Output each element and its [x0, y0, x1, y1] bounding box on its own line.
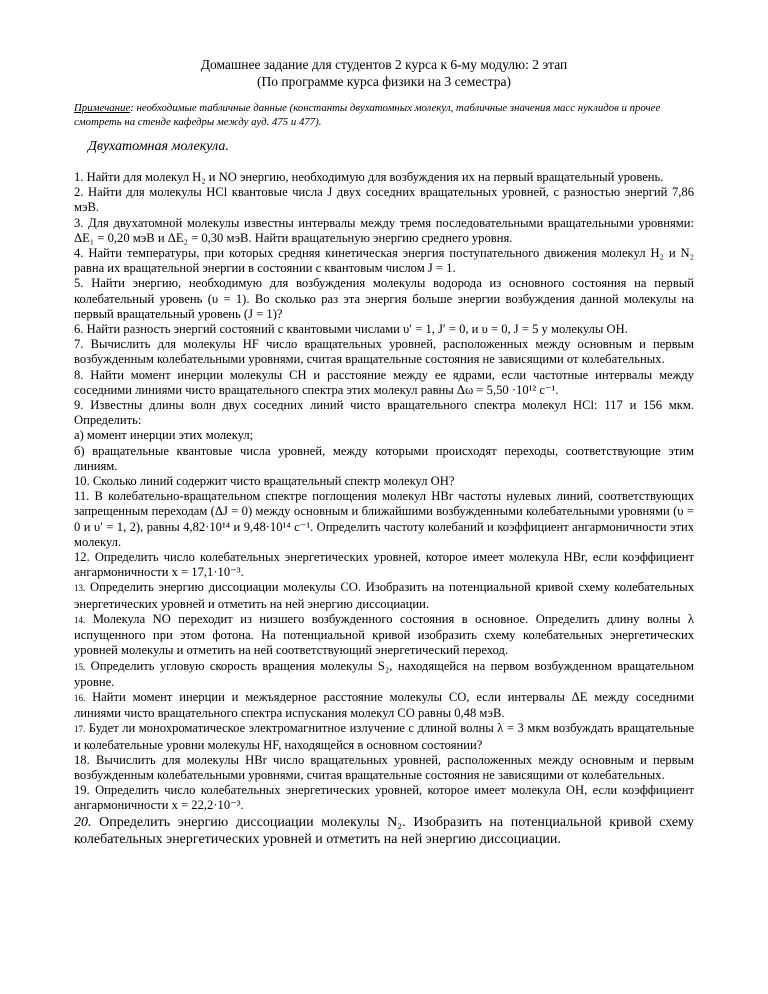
task-number: 1.	[74, 170, 84, 184]
task-item	[74, 322, 694, 337]
task-item	[74, 276, 694, 322]
task-item	[74, 398, 694, 428]
task-text: В колебательно-вращательном спектре поглощения молекул HBr частоты нулевых линий, соответствующих запрещенным переходам (ΔJ = 0) между основным и ближайшими возбужденными колебательными уровнями (υ = 0 и υ′ = 1, 2), равны 4,82·10¹⁴ и 9,48·10¹⁴ c⁻¹. Определить частоту колебаний и коэффициент ангармоничности этих молекул.	[74, 489, 694, 549]
task-item	[74, 753, 694, 783]
task-text: Определить угловую скорость вращения молекулы S₂, находящейся на первом возбужденном вращательном уровне.	[74, 658, 694, 689]
task-text: Будет ли монохроматическое электромагнитное излучение с длиной волны λ = 3 мкм возбуждать вращательные и колебательные уровни молекулы HF, находящейся в основном состоянии?	[74, 721, 694, 752]
task-list	[74, 170, 694, 848]
task-number: 18.	[74, 752, 90, 767]
page-title	[74, 56, 694, 90]
task-text: Известны длины волн двух соседних линий чисто вращательного спектра молекул HCl: 117 и 156 мкм. Определить:	[74, 398, 694, 428]
task-text: Найти энергию, необходимую для возбуждения молекулы водорода из основного состояния на первый колебательный уровень (υ = 1). Во сколько раз эта энергия больше энергии возбуждения данной молекулы на первый вращательный уровень (J = 1)?	[74, 276, 694, 321]
task-number: 14.	[74, 614, 86, 625]
task-number: 5.	[74, 276, 84, 291]
task-number: 19.	[74, 783, 90, 798]
task-text: Найти момент инерции и межъядерное расстояние молекулы CO, если интервалы ΔE между соседними линиями чисто вращательного спектра испускания молекул CO равны 0,48 мэВ.	[74, 689, 694, 721]
task-number: 4.	[74, 246, 84, 261]
task-text: Найти момент инерции молекулы CH и расстояние между ее ядрами, если частотные интервалы между соседними линиями чисто вращательного спектра этих молекул равны Δω = 5,50 ·10¹² c⁻¹.	[74, 367, 694, 397]
task-item	[74, 489, 694, 550]
task-item	[74, 216, 694, 246]
task-number: 10.	[74, 474, 90, 489]
task-number: 15.	[74, 661, 86, 672]
task-text: Найти для молекул H₂ и NO энергию, необходимую для возбуждения их на первый вращательный уровень.	[86, 170, 664, 184]
task-number: 3.	[74, 215, 84, 230]
task-number: 12.	[74, 550, 90, 565]
task-text: Определить число колебательных энергетических уровней, которое имеет молекула OH, если коэффициент ангармоничности x = 22,2·10⁻³.	[74, 783, 694, 813]
task-item	[74, 550, 694, 580]
task-number: 8.	[74, 367, 84, 382]
task-text: Найти разность энергий состояний с квантовыми числами υ′ = 1, J′ = 0, и υ = 0, J = 5 у молекулы OH.	[86, 322, 628, 337]
task-item	[74, 474, 694, 489]
task-item	[74, 721, 694, 752]
task-item	[74, 246, 694, 276]
task-number: 11.	[74, 489, 90, 504]
task-number: 13.	[74, 583, 86, 594]
task-item	[74, 814, 694, 848]
task-item	[74, 783, 694, 813]
task-item	[74, 170, 694, 185]
task-text: Определить энергию диссоциации молекулы CO. Изобразить на потенциальной кривой схему колебательных энергетических уровней и отметить на ней энергию диссоциации.	[74, 580, 695, 611]
title-line-1: Домашнее задание для студентов 2 курса к 6-му модулю: 2 этап	[200, 57, 568, 72]
task-subitem-text: б) вращательные квантовые числа уровней, между которыми происходят переходы, соответствующие этим линиям.	[74, 443, 694, 473]
task-text: Вычислить для молекулы HBr число вращательных уровней, расположенных между основным и первым возбужденным колебательными уровнями, считая вращательные состояния не зависящими от колебательных.	[74, 752, 694, 782]
task-item	[74, 368, 694, 398]
task-item	[74, 690, 694, 721]
task-number: 16.	[74, 692, 86, 703]
task-number: 20.	[74, 814, 92, 830]
task-item	[74, 185, 694, 215]
task-number: 2.	[74, 185, 84, 200]
task-subitem	[74, 428, 694, 443]
task-number: 9.	[74, 398, 84, 413]
task-text: Определить число колебательных энергетических уровней, которое имеет молекула HBr, если коэффициент ангармоничности x = 17,1·10⁻³.	[74, 550, 694, 580]
task-number: 7.	[74, 337, 84, 352]
section-title: Двухатомная молекула.	[88, 139, 229, 154]
task-text: Молекула NO переходит из низшего возбужденного состояния в основное. Определить длину волны λ испущенного при этом фотона. На потенциальной кривой изобразить схему колебательных энергетических уровней молекулы и отметить на ней соответствующий энергетический переход.	[74, 611, 694, 658]
document-page	[74, 56, 694, 848]
task-text: Для двухатомной молекулы известны интервалы между тремя последовательными вращательными уровнями: ΔE₁ = 0,20 мэВ и ΔE₂ = 0,30 мэВ. Найти вращательную энергию среднего уровня.	[74, 215, 694, 245]
note-label: Примечание	[74, 102, 131, 114]
title-line-2: (По программе курса физики на 3 семестра)	[257, 74, 511, 89]
task-text: Найти температуры, при которых средняя кинетическая энергия поступательного движения молекул H₂ и N₂ равна их вращательной энергии в состоянии с квантовым числом J = 1.	[74, 246, 694, 276]
note-text: : необходимые табличные данные (константы двухатомных молекул, табличные значения масс нуклидов и прочее смотреть на стенде кафедры между ауд. 475 и 477).	[74, 102, 661, 128]
task-subitem-text: а) момент инерции этих молекул;	[74, 428, 254, 443]
note	[74, 101, 694, 129]
task-text: Сколько линий содержит чисто вращательный спектр молекул OH?	[92, 474, 455, 489]
task-text: Определить энергию диссоциации молекулы N₂. Изобразить на потенциальной кривой схему колебательных энергетических уровней и отметить на ней энергию диссоциации.	[74, 814, 694, 847]
task-text: Вычислить для молекулы HF число вращательных уровней, расположенных между основным и первым возбужденным колебательными уровнями, считая вращательные состояния не зависящими от колебательных.	[74, 337, 694, 367]
task-item	[74, 580, 694, 611]
task-item	[74, 612, 694, 659]
task-item	[74, 337, 694, 367]
task-subitem	[74, 444, 694, 474]
task-number: 17.	[74, 724, 86, 735]
task-item	[74, 659, 694, 690]
task-number: 6.	[74, 322, 84, 337]
task-text: Найти для молекулы HCl квантовые числа J двух соседних вращательных уровней, с разностью энергий 7,86 мэВ.	[74, 185, 694, 215]
